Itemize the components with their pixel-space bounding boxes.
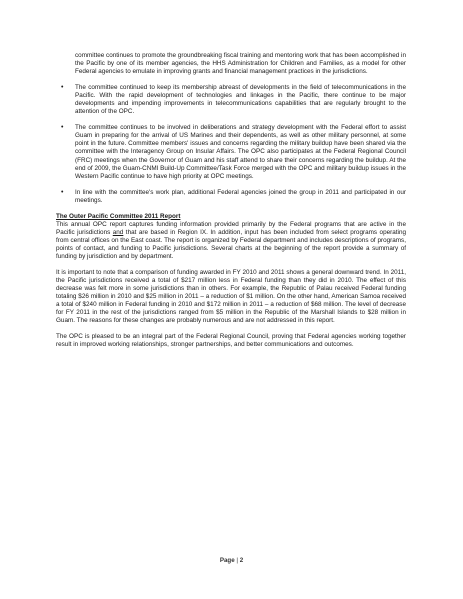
underlined-word: and: [112, 228, 124, 236]
section-heading: The Outer Pacific Committee 2011 Report: [56, 212, 181, 220]
paragraph-text: This annual OPC report captures funding information provided primarily by the Federal programs that are active in the Pacific jurisdictions: [56, 220, 406, 236]
paragraph-text: that are based in Region IX. In addition, input has been included from select programs operating from central offices on the East coast. The report is organized by Federal department and includes descriptions of programs, points of contact, and funding to Pacific jurisdictions. Several charts at the beginning of the report provide a summary of funding by jurisdiction and by department.: [56, 228, 406, 260]
page-body: [56, 52, 406, 357]
page-label: Page: [219, 557, 235, 564]
intro-continuation-paragraph: committee continues to promote the groundbreaking fiscal training and mentoring work that has been accomplished in the Pacific by one of its member agencies, the HHS Administration for Children and Families, as a model for other Federal agencies to emulate in improving grants and financial management practices in the jurisdictions.: [75, 52, 406, 76]
funding-trend-paragraph: It is important to note that a comparison of funding awarded in FY 2010 and 2011 shows a general downward trend. In 2011, the Pacific jurisdictions received a total of $217 million less in Federal funding than they did in 2010. The effect of this decrease was felt more in some jurisdictions than in others. For example, the Republic of Palau received Federal funding totaling $26 million in 2010 and $25 million in 2011 – a reduction of $1 million. On the other hand, American Samoa received a total of $240 million in Federal funding in 2010 and $172 million in 2011 – a reduction of $68 million. The level of decrease for FY 2011 in the rest of the jurisdictions ranged from $5 million in the Republic of the Marshall Islands to $28 million in Guam. The reasons for these changes are probably numerous and are not addressed in this report.: [56, 269, 406, 325]
bullet-text: In line with the committee's work plan, additional Federal agencies joined the group in 2011 and participated in our meetings.: [75, 188, 406, 204]
bullet-text: The committee continued to keep its membership abreast of developments in the field of telecommunications in the Pacific. With the rapid development of technologies and linkages in the Pacific, there continue to be major developments and impending improvements in telecommunications capabilities that are regularly brought to the attention of the OPC.: [75, 84, 406, 116]
report-scope-paragraph: [56, 221, 406, 261]
bullet-text: The committee continues to be involved in deliberations and strategy development with the Federal effort to assist Guam in preparing for the arrival of US Marines and their dependents, as well as other military personnel, at some point in the future. Committee members' issues and concerns regarding the military buildup have been shared via the committee with the Interagency Group on Insular Affairs. The OPC also participates at the Federal Regional Council (FRC) meetings when the Governor of Guam and his staff attend to share their concerns regarding the buildup. At the end of 2009, the Guam-CNMI Build-Up Committee/Task Force merged with the OPC and military buildup issues in the Western Pacific continue to have high priority at OPC meetings.: [75, 124, 406, 180]
page-footer: [0, 557, 463, 564]
closing-paragraph: The OPC is pleased to be an integral part of the Federal Regional Council, proving that Federal agencies working together result in improved working relationships, stronger partnerships, and better communications and outcomes.: [56, 333, 406, 349]
bullet-icon: •: [61, 124, 64, 132]
bullet-item-telecommunications: [56, 84, 406, 116]
bullet-icon: •: [61, 84, 64, 92]
bullet-list: [56, 84, 406, 205]
bullet-item-guam-buildup: [56, 124, 406, 180]
bullet-icon: •: [61, 188, 64, 196]
page-number: 2: [239, 557, 244, 564]
bullet-item-work-plan: [56, 189, 406, 205]
footer-separator: |: [234, 557, 240, 564]
